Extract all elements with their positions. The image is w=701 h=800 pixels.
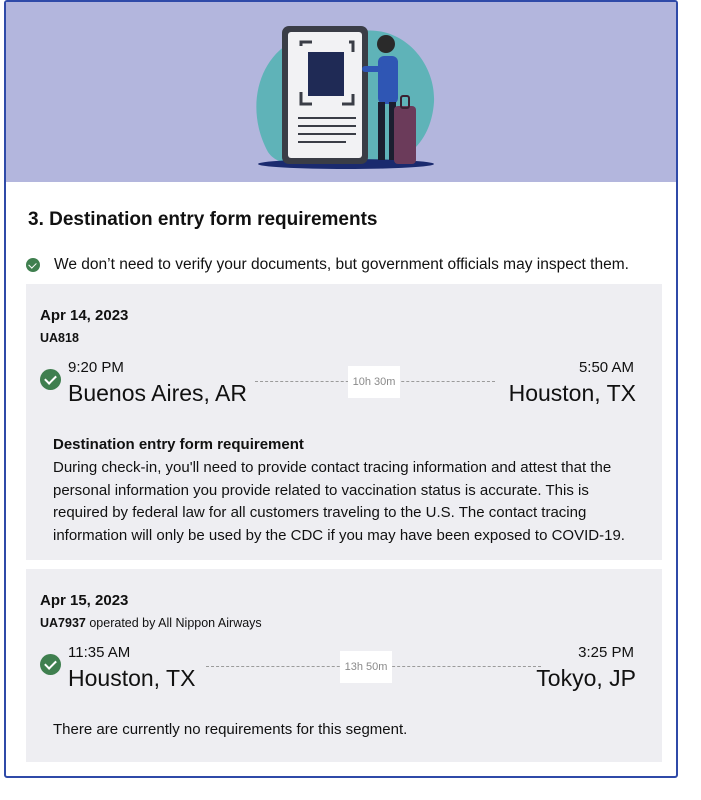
check-circle-icon: [40, 654, 61, 675]
flight-number-line: [40, 331, 79, 345]
flight-number: UA818: [40, 331, 79, 345]
origin-city: Houston, TX: [68, 665, 196, 691]
check-circle-icon: [26, 258, 40, 272]
arrival-time: 5:50 AM: [578, 359, 634, 376]
requirement-title: Destination entry form requirement: [53, 436, 304, 453]
hero-banner: [6, 2, 676, 182]
departure-time: 11:35 AM: [68, 644, 131, 661]
check-circle-icon: [40, 369, 61, 390]
phone-document-traveler-illustration: [6, 2, 678, 182]
flight-segment: [26, 284, 662, 560]
no-requirements-text: There are currently no requirements for this segment.: [53, 721, 408, 738]
segment-date: Apr 15, 2023: [40, 592, 129, 609]
flight-duration: 10h 30m: [348, 366, 400, 398]
arrival-time: 3:25 PM: [578, 644, 634, 661]
departure-time: 9:20 PM: [68, 359, 124, 376]
destination-city: Houston, TX: [508, 380, 636, 406]
verification-notice-text: We don’t need to verify your documents, but government officials may inspect them.: [54, 256, 629, 273]
entry-requirements-card: [4, 0, 678, 778]
flight-segment: [26, 569, 662, 762]
section-title: 3. Destination entry form requirements: [28, 209, 378, 230]
flight-number-line: [40, 616, 262, 630]
verification-notice: [26, 255, 629, 275]
operated-by: operated by All Nippon Airways: [85, 616, 262, 630]
destination-city: Tokyo, JP: [536, 665, 636, 691]
flight-duration: 13h 50m: [340, 651, 392, 683]
segment-date: Apr 14, 2023: [40, 307, 129, 324]
requirement-description: During check-in, you'll need to provide contact tracing information and attest that the personal information you provide related to vaccination status is accurate. This is required by federal law for all customers traveling to the U.S. The contact tracing information will only be used by the CDC if you may have been exposed to COVID-19.: [53, 459, 625, 544]
flight-number: UA7937: [40, 616, 86, 630]
origin-city: Buenos Aires, AR: [68, 380, 247, 406]
